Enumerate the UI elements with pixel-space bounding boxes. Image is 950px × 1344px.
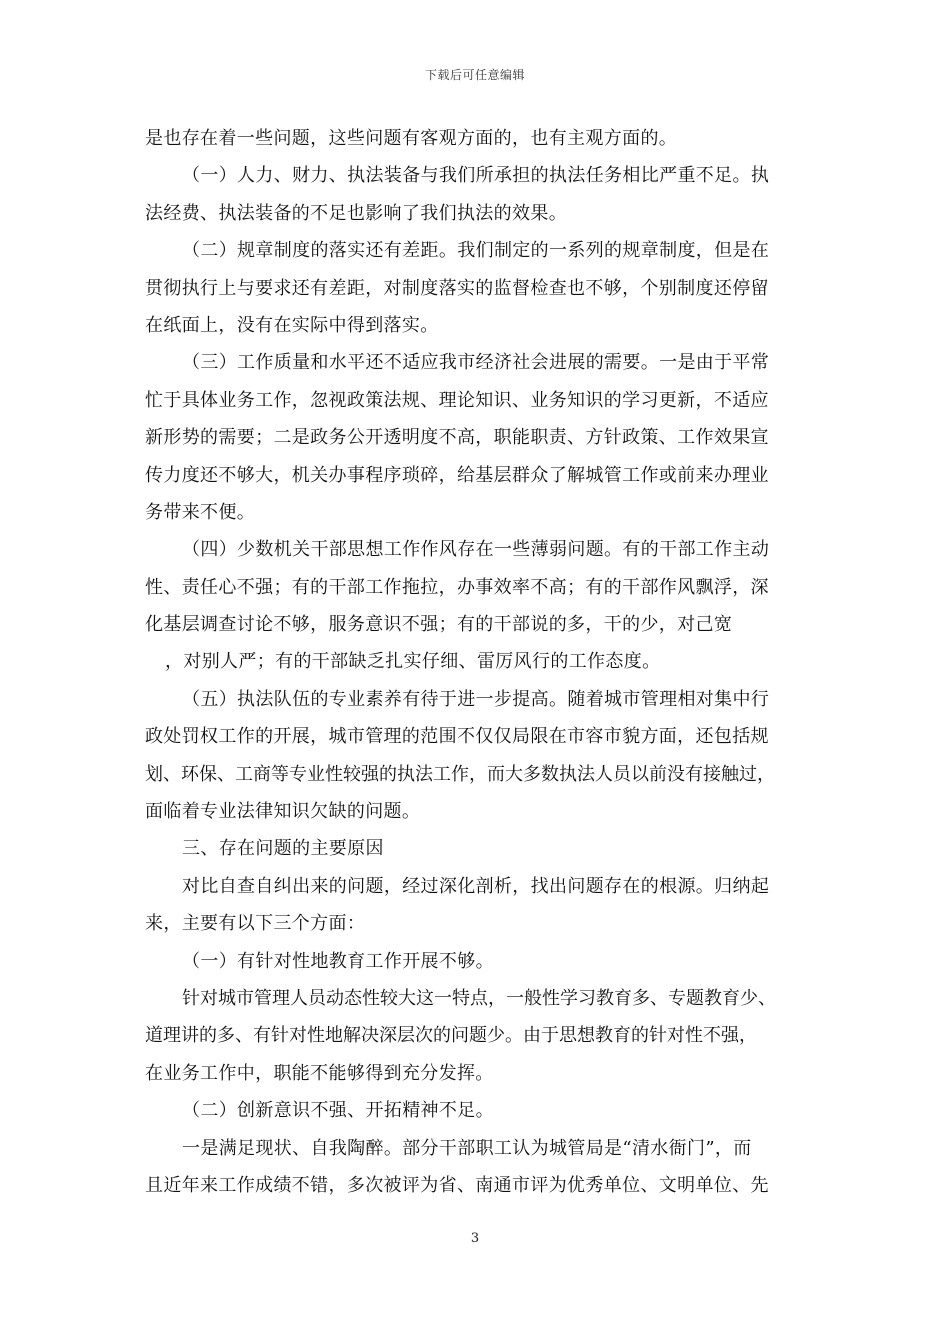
text-line-28: 一是满足现状、自我陶醉。部分干部职工认为城管局是“清水衙门”，而 [182,1137,752,1159]
text-line-8: 忙于具体业务工作，忽视政策法规、理论知识、业务知识的学习更新，不适应 [145,389,769,411]
text-line-16: （五）执法队伍的专业素养有待于进一步提高。随着城市管理相对集中行 [182,688,770,710]
document-body [145,124,817,1208]
text-line-3: 法经费、执法装备的不足也影响了我们执法的效果。 [145,202,568,224]
page-header: 下载后可任意编辑 [424,68,525,82]
text-line-14: 化基层调查讨论不够，服务意识不强；有的干部说的多，干的少，对己宽 [145,614,733,636]
subheading-2: （二）创新意识不强、开拓精神不足。 [182,1100,494,1122]
text-line-1: 是也存在着一些问题，这些问题有客观方面的，也有主观方面的。 [145,128,678,149]
text-line-15: ，对别人严；有的干部缺乏扎实仔细、雷厉风行的工作态度。 [165,651,661,673]
text-line-5: 贯彻执行上与要求还有差距，对制度落实的监督检查也不够，个别制度还停留 [145,277,769,299]
text-line-29: 且近年来工作成绩不错，多次被评为省、南通市评为优秀单位、文明单位、先 [145,1174,769,1196]
text-line-9: 新形势的需要；二是政务公开透明度不高，职能职责、方针政策、工作效果宣 [145,427,769,449]
text-line-21: 对比自查自纠出来的问题，经过深化剖析，找出问题存在的根源。归纳起 [182,875,770,897]
text-line-17: 政处罚权工作的开展，城市管理的范围不仅仅局限在市容市貌方面，还包括规 [145,726,769,748]
text-line-22: 来，主要有以下三个方面： [145,913,366,935]
text-line-11: 务带来不便。 [145,501,256,523]
subheading-1: （一）有针对性地教育工作开展不够。 [182,950,494,972]
text-line-18: 划、环保、工商等专业性较强的执法工作，而大多数执法人员以前没有接触过， [145,763,775,785]
text-line-4: （二）规章制度的落实还有差距。我们制定的一系列的规章制度，但是在 [182,240,770,262]
text-line-26: 在业务工作中，职能不能够得到充分发挥。 [145,1062,494,1084]
text-line-7: （三）工作质量和水平还不适应我市经济社会进展的需要。一是由于平常 [182,352,770,374]
text-line-6: 在纸面上，没有在实际中得到落实。 [145,314,439,336]
text-line-10: 传力度还不够大，机关办事程序琐碎，给基层群众了解城管工作或前来办理业 [145,464,769,486]
text-line-19: 面临着专业法律知识欠缺的问题。 [145,801,421,823]
section-heading: 三、存在问题的主要原因 [182,838,384,860]
text-line-25: 道理讲的多、有针对性地解决深层次的问题少。由于思想教育的针对性不强， [145,1025,757,1047]
page-number: 3 [470,1231,480,1246]
text-line-13: 性、责任心不强；有的干部工作拖拉，办事效率不高；有的干部作风飘浮，深 [145,576,769,598]
text-line-2: （一）人力、财力、执法装备与我们所承担的执法任务相比严重不足。执 [182,165,770,187]
text-line-12: （四）少数机关干部思想工作作风存在一些薄弱问题。有的干部工作主动 [182,539,770,561]
text-line-24: 针对城市管理人员动态性较大这一特点，一般性学习教育多、专题教育少、 [182,987,776,1009]
